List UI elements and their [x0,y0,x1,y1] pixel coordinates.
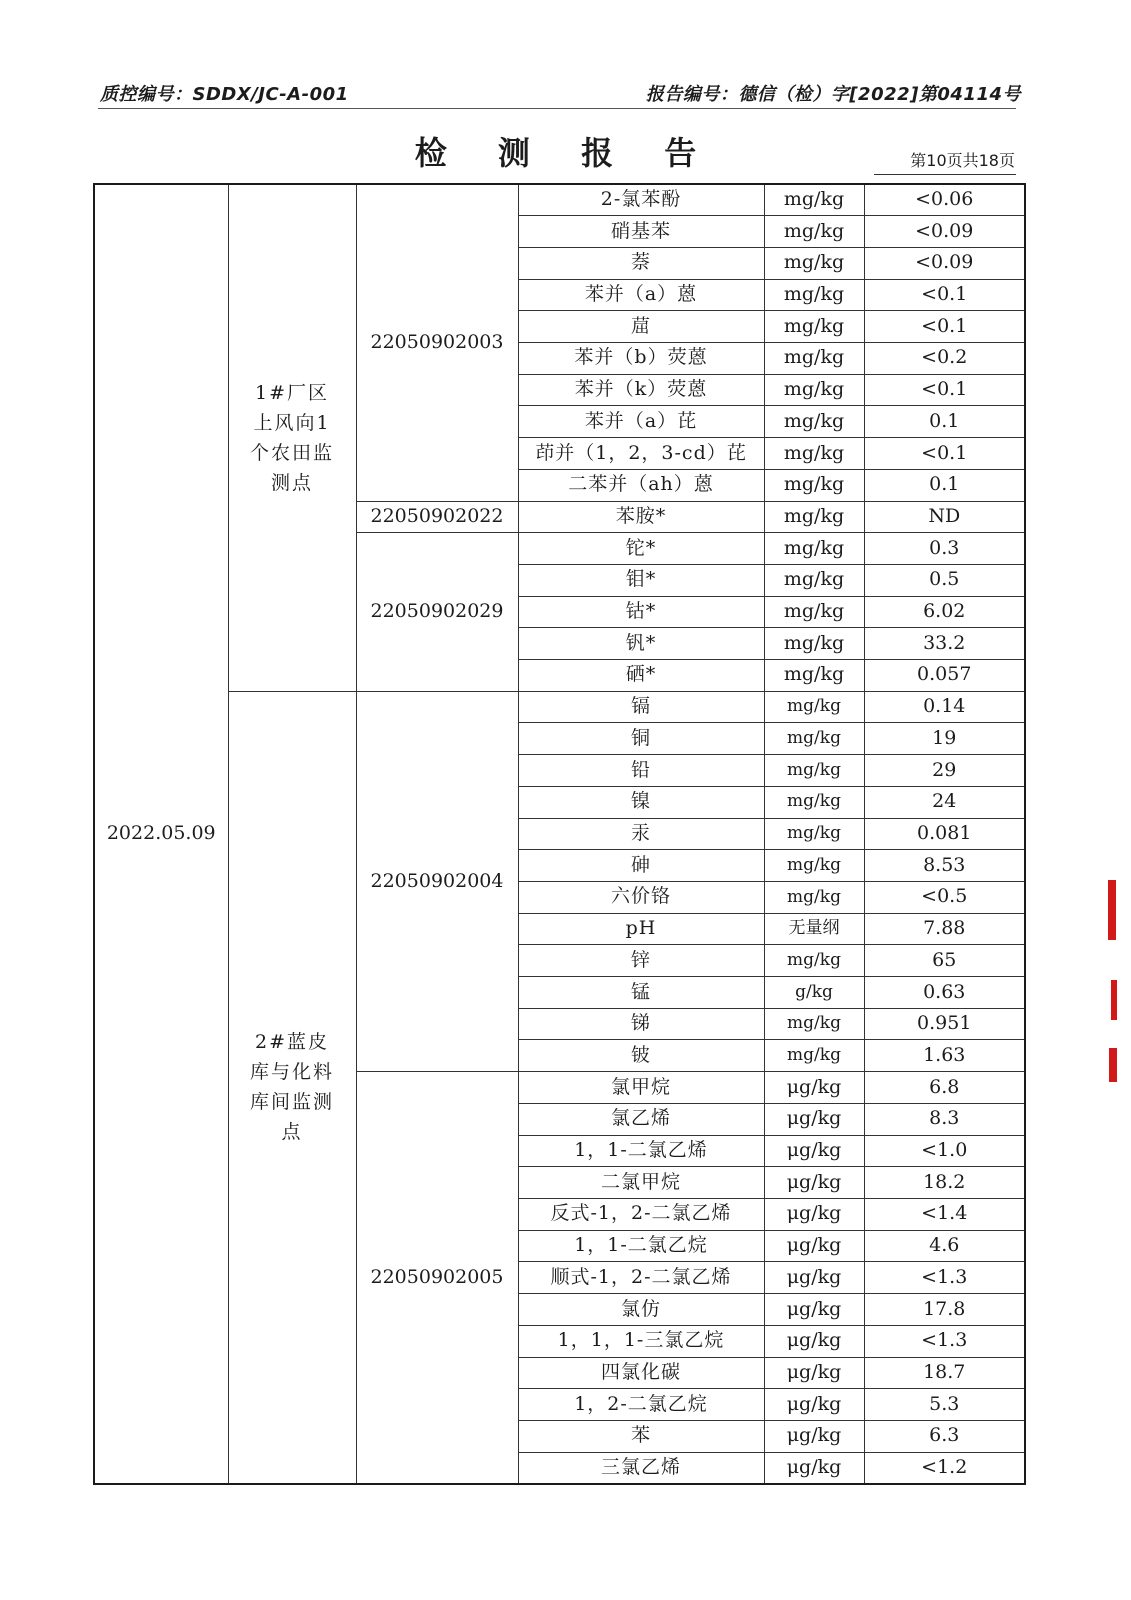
unit: mg/kg [764,945,864,977]
parameter-name: 氯仿 [518,1294,764,1326]
unit: mg/kg [764,406,864,438]
parameter-name: 1，2-二氯乙烷 [518,1389,764,1421]
result-value: 4.6 [864,1230,1025,1262]
result-value: <0.06 [864,184,1025,216]
unit: mg/kg [764,1008,864,1040]
parameter-name: 苯胺* [518,501,764,533]
parameter-name: 三氯乙烯 [518,1452,764,1484]
parameter-name: 2-氯苯酚 [518,184,764,216]
parameter-name: pH [518,913,764,945]
result-value: <0.1 [864,374,1025,406]
result-value: 0.057 [864,660,1025,692]
result-value: <1.0 [864,1135,1025,1167]
results-table [93,183,1026,1485]
result-value: 6.3 [864,1420,1025,1452]
page-indicator: 第10页共18页 [910,151,1015,170]
unit: mg/kg [764,1040,864,1072]
parameter-name: 汞 [518,818,764,850]
sample-id: 22050902029 [356,533,518,692]
parameter-name: 钴* [518,596,764,628]
parameter-name: 六价铬 [518,881,764,913]
parameter-name: 四氯化碳 [518,1357,764,1389]
result-value: 0.63 [864,977,1025,1009]
parameter-name: 䓛 [518,311,764,343]
result-value: 0.14 [864,691,1025,723]
parameter-name: 1，1-二氯乙烯 [518,1135,764,1167]
unit: μg/kg [764,1230,864,1262]
result-value: <1.2 [864,1452,1025,1484]
parameter-name: 硝基苯 [518,216,764,248]
sampling-date: 2022.05.09 [94,184,228,1484]
result-value: 19 [864,723,1025,755]
parameter-name: 锰 [518,977,764,1009]
sample-id: 22050902005 [356,1072,518,1484]
unit: mg/kg [764,374,864,406]
report-title: 检 测 报 告 [414,134,717,172]
parameter-name: 茚并（1，2，3-cd）芘 [518,438,764,470]
result-value: 29 [864,755,1025,787]
result-value: <1.3 [864,1262,1025,1294]
result-value: <0.1 [864,438,1025,470]
result-value: 0.1 [864,406,1025,438]
result-value: 18.2 [864,1167,1025,1199]
sample-id: 22050902022 [356,501,518,533]
result-value: <1.4 [864,1199,1025,1231]
parameter-name: 顺式-1，2-二氯乙烯 [518,1262,764,1294]
result-value: 0.1 [864,469,1025,501]
unit: mg/kg [764,533,864,565]
unit: mg/kg [764,850,864,882]
table-row [94,691,1025,723]
parameter-name: 钒* [518,628,764,660]
result-value: <0.09 [864,216,1025,248]
result-value: 8.53 [864,850,1025,882]
result-value: 0.081 [864,818,1025,850]
sample-id: 22050902004 [356,691,518,1071]
seal-stamp-fragment [1109,1048,1117,1082]
parameter-name: 硒* [518,660,764,692]
result-value: <0.1 [864,279,1025,311]
unit: mg/kg [764,311,864,343]
parameter-name: 铅 [518,755,764,787]
qc-number: 质控编号：SDDX/JC-A-001 [100,84,349,105]
parameter-name: 苯并（b）荧蒽 [518,343,764,375]
result-value: 1.63 [864,1040,1025,1072]
unit: μg/kg [764,1357,864,1389]
unit: mg/kg [764,343,864,375]
result-value: 0.951 [864,1008,1025,1040]
unit: mg/kg [764,755,864,787]
unit: μg/kg [764,1103,864,1135]
header-divider [98,108,1016,109]
unit: μg/kg [764,1294,864,1326]
parameter-name: 铊* [518,533,764,565]
table-row [94,184,1025,216]
page-indicator-underline [874,174,1016,175]
unit: mg/kg [764,660,864,692]
parameter-name: 苯并（k）荧蒽 [518,374,764,406]
parameter-name: 1，1-二氯乙烷 [518,1230,764,1262]
seal-stamp-fragment [1108,880,1116,940]
unit: μg/kg [764,1420,864,1452]
result-value: 33.2 [864,628,1025,660]
unit: g/kg [764,977,864,1009]
unit: μg/kg [764,1135,864,1167]
parameter-name: 二苯并（ah）蒽 [518,469,764,501]
unit: μg/kg [764,1389,864,1421]
unit: mg/kg [764,247,864,279]
unit: mg/kg [764,723,864,755]
parameter-name: 反式-1，2-二氯乙烯 [518,1199,764,1231]
unit: mg/kg [764,469,864,501]
parameter-name: 铍 [518,1040,764,1072]
parameter-name: 钼* [518,564,764,596]
result-value: 17.8 [864,1294,1025,1326]
site-name: 2#蓝皮库与化料库间监测点 [228,691,356,1484]
result-value: 0.3 [864,533,1025,565]
parameter-name: 1，1，1-三氯乙烷 [518,1325,764,1357]
result-value: <0.09 [864,247,1025,279]
parameter-name: 砷 [518,850,764,882]
unit: mg/kg [764,786,864,818]
seal-stamp-fragment [1111,980,1117,1020]
unit: mg/kg [764,881,864,913]
result-value: 24 [864,786,1025,818]
parameter-name: 氯甲烷 [518,1072,764,1104]
result-value: 18.7 [864,1357,1025,1389]
parameter-name: 氯乙烯 [518,1103,764,1135]
site-name: 1#厂区上风向1个农田监测点 [228,184,356,691]
parameter-name: 铜 [518,723,764,755]
unit: μg/kg [764,1325,864,1357]
unit: mg/kg [764,628,864,660]
unit: μg/kg [764,1452,864,1484]
result-value: <1.3 [864,1325,1025,1357]
unit: mg/kg [764,184,864,216]
result-value: 8.3 [864,1103,1025,1135]
unit: mg/kg [764,216,864,248]
unit: mg/kg [764,818,864,850]
result-value: 0.5 [864,564,1025,596]
result-value: 5.3 [864,1389,1025,1421]
unit: μg/kg [764,1199,864,1231]
unit: mg/kg [764,564,864,596]
report-number: 报告编号：德信（检）字[2022]第04114号 [645,84,1021,105]
result-value: 65 [864,945,1025,977]
parameter-name: 镍 [518,786,764,818]
unit: 无量纲 [764,913,864,945]
result-value: <0.5 [864,881,1025,913]
result-value: 6.02 [864,596,1025,628]
parameter-name: 苯并（a）蒽 [518,279,764,311]
parameter-name: 苯并（a）芘 [518,406,764,438]
parameter-name: 苯 [518,1420,764,1452]
result-value: <0.2 [864,343,1025,375]
unit: mg/kg [764,691,864,723]
unit: mg/kg [764,501,864,533]
unit: μg/kg [764,1262,864,1294]
sample-id: 22050902003 [356,184,518,501]
unit: mg/kg [764,438,864,470]
result-value: 6.8 [864,1072,1025,1104]
unit: μg/kg [764,1167,864,1199]
result-value: <0.1 [864,311,1025,343]
result-value: ND [864,501,1025,533]
parameter-name: 二氯甲烷 [518,1167,764,1199]
result-value: 7.88 [864,913,1025,945]
parameter-name: 锌 [518,945,764,977]
parameter-name: 锑 [518,1008,764,1040]
parameter-name: 萘 [518,247,764,279]
unit: mg/kg [764,596,864,628]
parameter-name: 镉 [518,691,764,723]
unit: mg/kg [764,279,864,311]
unit: μg/kg [764,1072,864,1104]
